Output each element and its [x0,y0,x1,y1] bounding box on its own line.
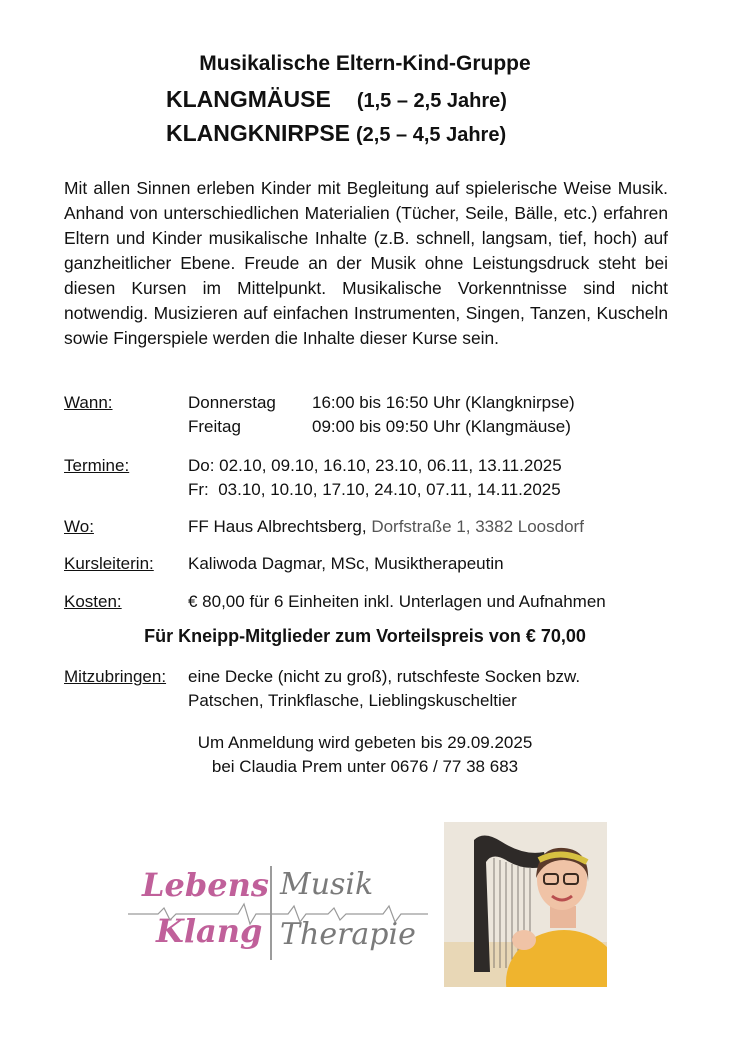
course-name-klangknirpse: KLANGKNIRPSE [166,120,351,146]
intro-paragraph: Mit allen Sinnen erleben Kinder mit Begleitung auf spielerische Weise Musik. Anhand von unterschiedlichen Materialien (Tücher, Seile, Bälle, etc.) erfahren Eltern und Kinder musikalische Inhalte (z.B. schnell, langsam, tief, hoch) auf ganzheitlicher Ebene. Freude an der Musik ohne Leistungsdruck steht bei diesen Kursen im Mittelpunkt. Musikalische Vorkenntnisse sind nicht notwendig. Musizieren auf einfachen Instrumenten, Singen, Tanzen, Kuscheln sowie Fingerspiele werden die Inhalte dieser Kurse sein. [64,178,668,348]
age-range-klangknirpse: (2,5 – 4,5 Jahre) [356,124,507,146]
termine-fr: Fr: 03.10, 10.10, 17.10, 24.10, 07.11, 14.11.2025 [188,480,561,499]
mitzubringen-line2: Patschen, Trinkflasche, Lieblingskuscheltier [188,691,517,710]
wann-value [188,391,575,439]
lebensklang-musiktherapie-logo [128,858,428,966]
title-line3 [166,120,506,147]
wann-time1: 16:00 bis 16:50 Uhr (Klangknirpse) [312,393,575,412]
termine-do: Do: 02.10, 09.10, 16.10, 23.10, 06.11, 13.11.2025 [188,456,562,475]
mitzubringen-value [188,665,580,713]
wann-label: Wann: [64,393,113,412]
kneipp-price-highlight: Für Kneipp-Mitglieder zum Vorteilspreis von € 70,00 [144,626,586,646]
logo-text-therapie: Therapie [280,917,416,952]
wo-place: FF Haus Albrechtsberg, [188,517,367,536]
wo-address: Dorfstraße 1, 3382 Loosdorf [371,517,584,536]
kursleiterin-value: Kaliwoda Dagmar, MSc, Musiktherapeutin [188,554,504,573]
wann-time2: 09:00 bis 09:50 Uhr (Klangmäuse) [312,417,571,436]
wo-label: Wo: [64,517,94,536]
wo-value [188,515,584,539]
mitzubringen-line1: eine Decke (nicht zu groß), rutschfeste Socken bzw. [188,667,581,686]
course-name-klangmaeuse: KLANGMÄUSE [166,86,331,112]
kursleiterin-label: Kursleiterin: [64,554,154,573]
harpist-photo [444,822,607,987]
wann-day1: Donnerstag [188,393,276,412]
title-line1: Musikalische Eltern-Kind-Gruppe [199,52,531,75]
termine-label: Termine: [64,456,130,475]
title-line2 [166,86,507,113]
registration-deadline: Um Anmeldung wird gebeten bis 29.09.2025 [197,733,533,752]
termine-value [188,454,562,502]
age-range-klangmaeuse: (1,5 – 2,5 Jahre) [356,90,507,112]
logo-text-lebens: Lebens [142,866,269,904]
kosten-value: € 80,00 für 6 Einheiten inkl. Unterlagen und Aufnahmen [188,592,606,611]
registration-contact: bei Claudia Prem unter 0676 / 77 38 683 [211,757,519,776]
wann-day2: Freitag [188,417,241,436]
logo-text-klang: Klang [156,912,263,950]
mitzubringen-label: Mitzubringen: [64,667,167,686]
kosten-label: Kosten: [64,592,122,611]
logo-text-musik: Musik [280,867,374,902]
